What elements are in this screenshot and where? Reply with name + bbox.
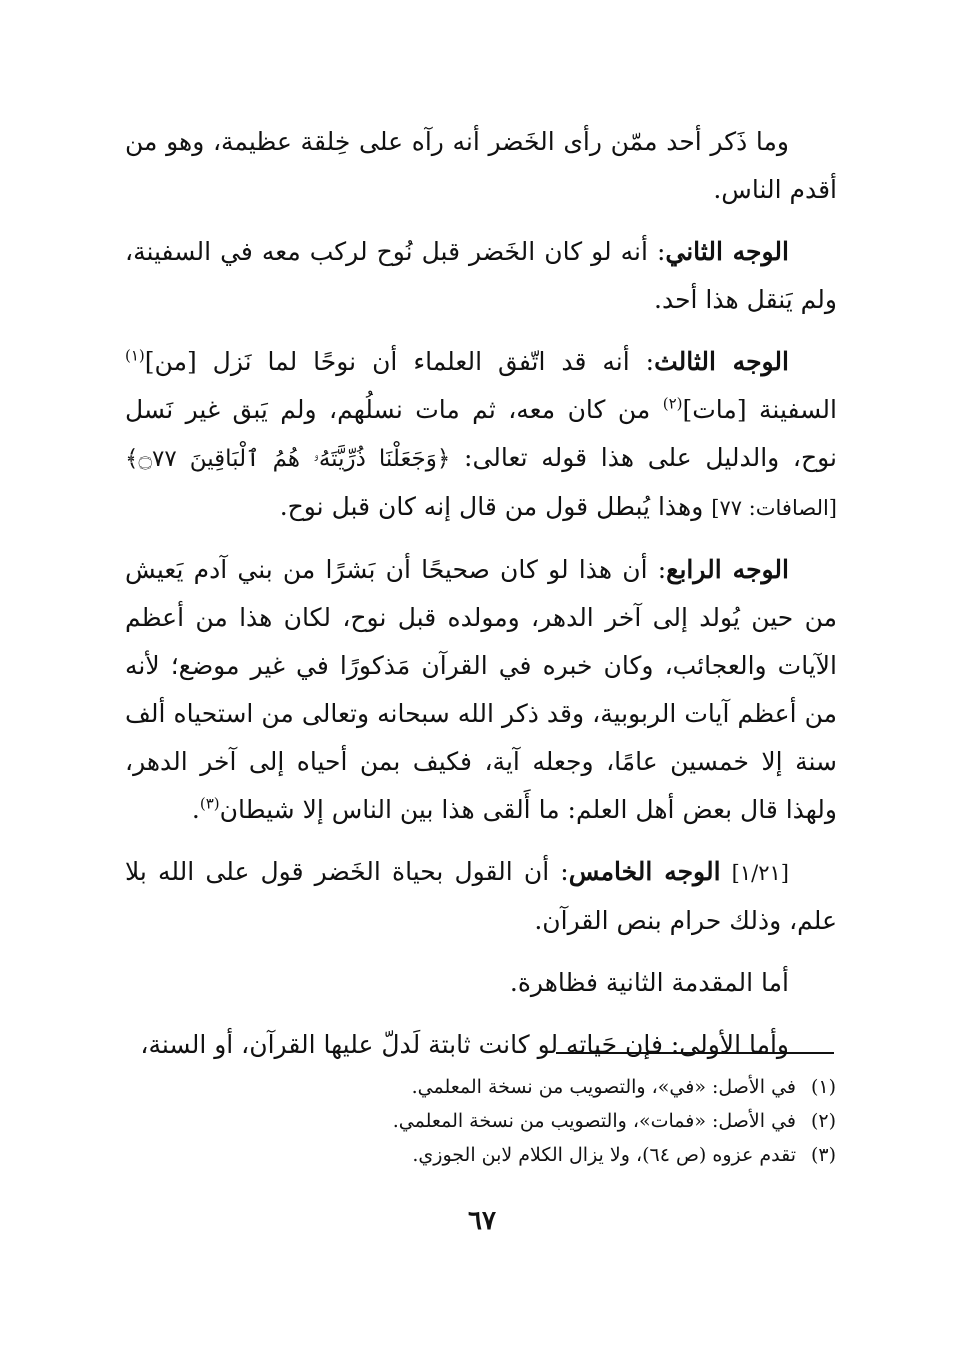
- footnote: [300, 1070, 836, 1104]
- paragraph-text: من كان معه، ثم مات نسلُهم، ولم يَبق غير نَسل نوح، والدليل على هذا قوله تعالى:: [125, 395, 837, 472]
- paragraph-fifth-aspect: [125, 848, 837, 945]
- footnote-number: (١): [810, 1076, 836, 1098]
- footnote: [300, 1138, 836, 1172]
- manuscript-folio-marker: [١/٢١]: [731, 861, 789, 885]
- footnote-reference: (١): [125, 346, 145, 365]
- section-heading: الوجه الخامس: [568, 857, 721, 886]
- verse-reference: [الصافات: ٧٧]: [711, 496, 837, 520]
- footnote-reference: (٣): [199, 794, 220, 813]
- paragraph-text: : أن هذا لو كان صحيحًا أن بَشرًا من بني آدم يَعيش من حين يُولد إلى آخر الدهر، ومولده قبل نوح، لكان هذا من أعظم الآيات والعجائب، وكان خبره في القرآن مَذكورًا في غير موضع؛ لأنه من أعظم آيات الربوبية، وقد ذكر الله سبحانه وتعالى من استحياه ألف سنة إلا خمسين عامًا، وجعله آية، فكيف بمن أحياه إلى آخر الدهر، ولهذا قال بعض أهل العلم: ما أَلقى هذا بين الناس إلا شيطان: [125, 555, 837, 824]
- paragraph-text: السفينة [مات]: [682, 395, 837, 424]
- paragraph-text: : أنه لو كان الخَضر قبل نُوح لركب معه في السفينة، ولم يَنقل هذا أحد.: [125, 237, 837, 314]
- footnote-text: تقدم عزوه (ص ٦٤)، ولا يزال الكلام لابن الجوزي.: [412, 1144, 796, 1166]
- paragraph-first-premise: [125, 1021, 837, 1069]
- footnotes: [300, 1070, 836, 1172]
- paragraph-text: : أن القول بحياة الخَضر قول على الله بلا علم، وذلك حرام بنص القرآن.: [125, 857, 837, 935]
- paragraph-text: وهذا يُبطل قول من قال إنه كان قبل نوح.: [279, 492, 712, 521]
- quran-verse: ﴿وَجَعَلْنَا ذُرِّيَّتَهُۥ هُمُ ٱلْبَاقِينَ ۝٧٧﴾: [125, 446, 451, 472]
- footnote-separator: [556, 1052, 834, 1054]
- paragraph-second-aspect: [125, 228, 837, 324]
- footnote-number: (٢): [810, 1110, 836, 1132]
- paragraph-text: وما ذَكر أحد ممّن رأى الخَضر أنه رآه على خِلقة عظيمة، وهو من أقدم الناس.: [125, 127, 837, 204]
- footnote-reference: (٢): [662, 394, 683, 413]
- section-heading: الوجه الرابع: [666, 555, 789, 584]
- paragraph-second-premise: [125, 959, 837, 1007]
- section-heading: الوجه الثاني: [665, 237, 789, 266]
- page-number: ٦٧: [468, 1206, 496, 1236]
- footnote-text: في الأصل: «فمات»، والتصويب من نسخة المعلمي.: [392, 1110, 796, 1132]
- paragraph-fourth-aspect: [125, 546, 837, 834]
- paragraph-text: .: [191, 795, 200, 824]
- paragraph-text: أما المقدمة الثانية فظاهرة.: [509, 968, 789, 997]
- paragraph-third-aspect: [125, 338, 837, 532]
- paragraph-text: وأما الأولى: فإن حَياته لو كانت ثابتة لَدلّ عليها القرآن، أو السنة،: [140, 1030, 789, 1059]
- footnote: [300, 1104, 836, 1138]
- paragraph-text: : أنه قد اتّفق العلماء أن نوحًا لما نَزل [من]: [144, 347, 655, 376]
- footnote-text: في الأصل: «في»، والتصويب من نسخة المعلمي.: [411, 1076, 796, 1098]
- section-heading: الوجه الثالث: [654, 347, 789, 376]
- footnote-number: (٣): [810, 1144, 836, 1166]
- main-text: [125, 118, 837, 1083]
- paragraph-continuation: [125, 118, 837, 214]
